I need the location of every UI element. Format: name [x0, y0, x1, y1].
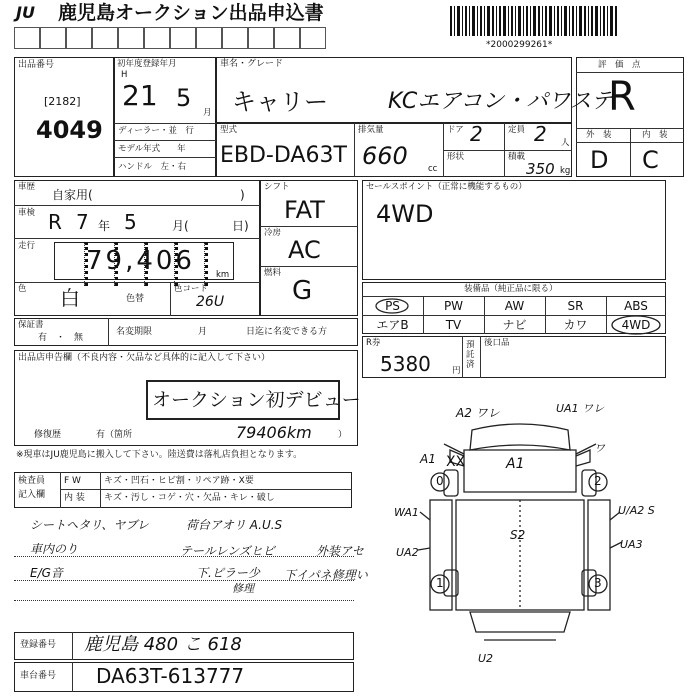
dealer-label: ディーラー・並 行	[118, 126, 194, 136]
registration-year: 21	[122, 79, 158, 112]
note-repair: 修理	[232, 582, 254, 595]
declaration-label: 出品店申告欄（不良内容・欠品など具体的に記入して下さい）	[18, 353, 271, 363]
delivery-notice: ※現車はJU鹿児島に搬入して下さい。陸送費は落札店負担となります。	[16, 450, 303, 460]
displacement-unit: cc	[428, 164, 438, 174]
equipment-aw: AW	[504, 299, 525, 313]
chassis-number: DA63T-613777	[96, 664, 245, 688]
equipment-sr: SR	[567, 299, 584, 313]
recycle-value: 5380	[380, 352, 431, 376]
lot-number: 4049	[36, 116, 103, 144]
mark-three: 3	[594, 576, 602, 590]
note-seat: シートヘタリ、ヤブレ	[30, 518, 149, 532]
mileage-value: 79,406	[86, 246, 195, 276]
doors-value: 2	[470, 122, 483, 146]
equipment-leather: カワ	[563, 318, 588, 332]
mileage-unit: km	[216, 270, 230, 280]
shift-label: シフト	[264, 182, 290, 192]
barcode	[450, 6, 620, 42]
mark-y: ワ	[594, 442, 605, 455]
fw-items: キズ・凹石・ヒビ割・リペア跡・X要	[104, 476, 254, 486]
barcode-number: *2000299261*	[486, 40, 553, 50]
selling-points-value: 4WD	[376, 200, 434, 228]
doors-label: ドア	[447, 125, 464, 135]
mark-u2: U2	[478, 652, 494, 665]
mark-zero: 0	[436, 474, 444, 488]
exterior-grade: D	[590, 146, 609, 174]
load-unit: kg	[560, 166, 571, 176]
mileage-label: 走行	[18, 241, 36, 251]
mark-ua2-s: U/A2 S	[618, 504, 655, 517]
capacity-value: 2	[534, 122, 547, 146]
usage-close: )	[240, 188, 245, 202]
inspector-label-2: 記入欄	[18, 490, 46, 500]
aircon-label: 冷房	[264, 228, 282, 238]
interior-label: 内 装	[642, 130, 668, 140]
evaluation-label: 評 価 点	[598, 60, 641, 70]
note-tail-lens: テールレンズヒビ	[180, 544, 275, 558]
shape-label: 形状	[447, 152, 465, 162]
mark-wa1: WA1	[394, 506, 419, 519]
inspection-month: 5	[124, 210, 137, 234]
inspection-label: 車検	[18, 208, 36, 218]
recycle-unit: 円	[452, 366, 461, 376]
repair-label: 修復歴	[34, 430, 62, 440]
note-engine: E/G音	[30, 566, 63, 580]
auction-logo	[16, 3, 56, 21]
equipment-circle-marks	[360, 294, 670, 336]
evaluation-score: R	[608, 74, 636, 120]
color-code-label: 色コード	[174, 284, 209, 294]
equipment-tv: TV	[445, 318, 462, 332]
usage-value: 自家用(	[52, 188, 93, 202]
inspector-label-1: 検査員	[18, 476, 46, 486]
registration-month-unit: 月	[203, 108, 212, 118]
load-value: 350	[526, 160, 555, 178]
warranty-options: 有 ・ 無	[38, 333, 84, 343]
note-fade: 外装アセ	[316, 544, 364, 558]
inspection-era: R	[48, 210, 62, 234]
registration-month: 5	[176, 84, 192, 112]
fuel-label: 燃料	[264, 268, 282, 278]
interior-items: キズ・汚し・コゲ・穴・欠品・キレ・破し	[104, 493, 275, 503]
color-label: 色	[18, 284, 27, 294]
inspection-month-unit: 月(	[172, 219, 189, 233]
model-year-label: モデル年式 年	[118, 144, 186, 154]
color-code: 26U	[196, 294, 225, 310]
name-change-until: 日迄に名変できる方	[246, 327, 328, 337]
note-bed-gate: 荷台アオリ A.U.S	[186, 518, 283, 532]
mark-two: 2	[594, 474, 602, 488]
capacity-unit: 人	[561, 138, 570, 148]
form-title: 鹿児島オークション出品申込書	[58, 2, 324, 24]
logo-text: JU	[16, 3, 35, 22]
lot-label: 出品番号	[18, 60, 55, 70]
chassis-label: 車台番号	[20, 671, 57, 681]
equipment-abs: ABS	[624, 299, 648, 313]
recycle-label: R券	[366, 338, 381, 348]
car-name-label: 車名・グレード	[220, 59, 284, 69]
name-change-label: 名変期限	[116, 327, 153, 337]
mark-s2: S2	[510, 528, 526, 542]
color-value: 白	[60, 286, 80, 310]
name-change-month: 月	[198, 327, 208, 337]
equipment-navi: ナビ	[502, 318, 527, 332]
handle-label: ハンドル 左・右	[118, 162, 187, 172]
repair-value: 有（箇所	[96, 430, 133, 440]
equipment-airbag: エアB	[376, 318, 409, 332]
note-pillar: 下.ピラー少	[196, 566, 260, 580]
warranty-label: 保証書	[18, 320, 44, 330]
repair-note: 79406km	[236, 423, 312, 442]
inspection-year-unit: 年	[98, 219, 111, 233]
registration-box	[114, 57, 216, 177]
displacement-value: 660	[362, 142, 408, 170]
mark-ua3: UA3	[620, 538, 643, 551]
fw-prefix: F W	[64, 476, 81, 486]
equipment-pw: PW	[443, 299, 464, 313]
displacement-label: 排気量	[358, 125, 384, 135]
car-grade: KCエアコン・パワステ	[388, 89, 613, 114]
inspection-day-unit: 日)	[232, 219, 249, 233]
load-label: 積載	[508, 152, 526, 162]
registration-label: 初年度登録年月	[117, 59, 177, 69]
plate-label: 登録番号	[20, 640, 57, 650]
recycle-deposit-label: 預託済	[466, 340, 475, 370]
debut-stamp-text: オークション初デビュー	[152, 389, 361, 411]
car-type: EBD-DA63T	[220, 143, 347, 168]
equipment-ps: PS	[385, 299, 400, 313]
mark-xx: XX	[446, 454, 466, 470]
selling-points-box	[362, 180, 666, 280]
selling-points-label: セールスポイント（正常に機能するもの）	[366, 182, 527, 192]
fuel-value: G	[292, 276, 313, 306]
mark-a1-front: A1	[506, 456, 525, 472]
exterior-label: 外 装	[586, 130, 612, 140]
car-name: キャリー	[232, 88, 328, 116]
mark-one: 1	[436, 576, 444, 590]
aircon-value: AC	[288, 236, 321, 264]
repaint-label: 色替	[126, 294, 145, 304]
equipment-4wd: 4WD	[621, 318, 651, 332]
mark-ua1-crack: UA1 ワレ	[556, 402, 605, 415]
repair-close: ）	[338, 430, 348, 440]
capacity-label: 定員	[508, 125, 526, 135]
interior-prefix: 内 装	[64, 493, 85, 503]
mark-ua2: UA2	[396, 546, 419, 559]
shift-value: FAT	[284, 196, 325, 224]
note-interior-glue: 車内のり	[30, 542, 79, 556]
type-label: 型式	[220, 125, 238, 135]
lot-bracket-code: [2182]	[44, 95, 81, 108]
interior-grade: C	[642, 146, 659, 174]
usage-label: 車歴	[18, 182, 36, 192]
inspection-year: 7	[76, 210, 89, 234]
equipment-label: 装備品（純正品に限る）	[464, 284, 558, 294]
mark-a1-left: A1	[420, 452, 436, 466]
registration-era: H	[121, 70, 128, 80]
plate-number: 鹿児島 480 こ 618	[84, 634, 242, 655]
remark-label: 後口品	[484, 338, 510, 348]
note-panel-repair: 下イパネ修理い	[284, 568, 368, 582]
mark-a2-crack: A2 ワレ	[456, 406, 500, 420]
